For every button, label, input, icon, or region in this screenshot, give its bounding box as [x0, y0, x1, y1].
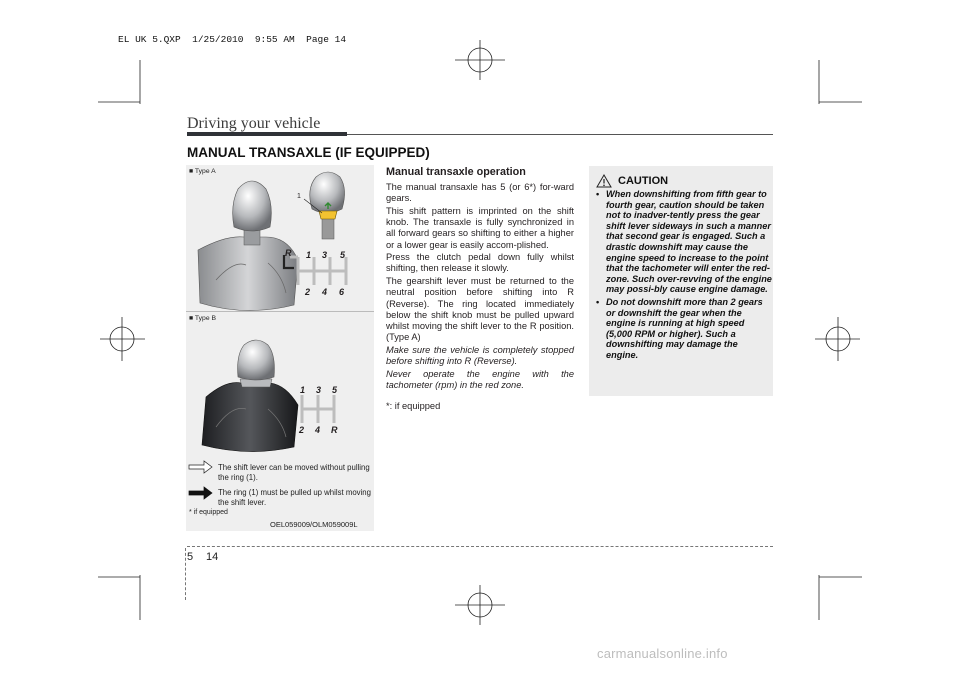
- gear-b-5: 5: [332, 385, 338, 395]
- gear-b-1: 1: [300, 385, 306, 395]
- shifter-illustration: [186, 165, 374, 511]
- section-title: Driving your vehicle: [187, 115, 321, 132]
- title-rule-bar: [187, 132, 347, 136]
- body-italic-paragraph: Never operate the engine with the tachometer (rpm) in the red zone.: [386, 368, 574, 390]
- body-paragraph: This shift pattern is imprinted on the shift knob. The transaxle is fully synchronized in all forward gears so shifting to either a higher or a lower gear is easily accom-plished.: [386, 205, 574, 250]
- body-paragraph: The gearshift lever must be returned to the neutral position before shifting into R (Reverse). The ring located immediately below the shift knob must be pulled upward whilst moving the shift lever to the R position. (Type A): [386, 276, 574, 343]
- bullet-icon: •: [596, 296, 600, 307]
- type-a-knob-closeup: [304, 172, 345, 239]
- body-column: [386, 166, 574, 414]
- legend-solid-arrow-text: The ring (1) must be pulled up whilst moving the shift lever.: [218, 488, 371, 507]
- gear-b-4: 4: [315, 425, 321, 435]
- gear-a-2: 2: [305, 287, 311, 297]
- figure-code: OEL059009/OLM059009L: [270, 520, 358, 529]
- gear-b-r: R: [331, 425, 338, 435]
- body-italic-paragraph: Make sure the vehicle is completely stopped before shifting into R (Reverse).: [386, 344, 574, 367]
- type-b-shift-pattern: [302, 395, 334, 423]
- footer-rule: [187, 546, 773, 547]
- print-slug-line: EL UK 5.QXP 1/25/2010 9:55 AM Page 14: [118, 34, 347, 45]
- gear-a-1: 1: [306, 250, 312, 260]
- legend-hollow-arrow-text: The shift lever can be moved without pulling the ring (1).: [218, 463, 370, 482]
- type-a-shift-pattern: [290, 257, 346, 285]
- gear-a-6: 6: [339, 287, 345, 297]
- caution-item-text: When downshifting from fifth gear to fourth gear, caution should be taken not to inadver-tently press the gear shift lever sideways in such a manner that second gear is engaged. Such a drastic downshift may cause the engine speed to increase to the point that the tachometer will enter the red-zone. Such over-revving of the engine may possi-bly cause engine damage.: [606, 189, 772, 295]
- type-b-label: ■ Type B: [189, 315, 217, 322]
- gear-a-3: 3: [322, 250, 328, 260]
- main-heading: MANUAL TRANSAXLE (IF EQUIPPED): [187, 145, 430, 160]
- warning-triangle-icon: [596, 174, 612, 188]
- body-footnote: *: if equipped: [386, 401, 441, 412]
- page-number: 14: [206, 551, 219, 563]
- body-paragraph: Press the clutch pedal down fully whilst shifting, then release it slowly.: [386, 252, 574, 274]
- type-a-shifter: [198, 181, 298, 311]
- bullet-icon: •: [596, 189, 600, 199]
- hollow-arrow-icon: [189, 461, 212, 473]
- gear-b-2: 2: [299, 425, 305, 435]
- gear-a-4: 4: [322, 287, 328, 297]
- caution-item: [594, 297, 772, 361]
- subheading: Manual transaxle operation: [386, 166, 526, 178]
- body-paragraph: The manual transaxle has 5 (or 6*) for-ward gears.: [386, 182, 574, 204]
- type-b-shifter: [202, 340, 298, 452]
- figure-footnote: * if equipped: [189, 509, 228, 516]
- gear-b-3: 3: [316, 385, 322, 395]
- type-a-label: ■ Type A: [189, 168, 216, 175]
- caution-title: CAUTION: [618, 175, 669, 187]
- solid-arrow-icon: [189, 487, 212, 499]
- watermark: carmanualsonline.info: [597, 646, 728, 661]
- callout-ring-1: 1: [297, 193, 301, 200]
- caution-item-text: Do not downshift more than 2 gears or downshift the gear when the engine is running at high speed (5,000 RPM or higher). Such a downshifting may damage the engine.: [606, 296, 763, 360]
- footer-divider: [185, 548, 186, 600]
- page-section-number: 5: [187, 551, 194, 563]
- gear-a-r: R: [285, 248, 292, 258]
- gear-a-5: 5: [340, 250, 346, 260]
- caution-item: [594, 189, 772, 295]
- caution-list: [594, 189, 772, 363]
- title-rule-line: [347, 134, 773, 135]
